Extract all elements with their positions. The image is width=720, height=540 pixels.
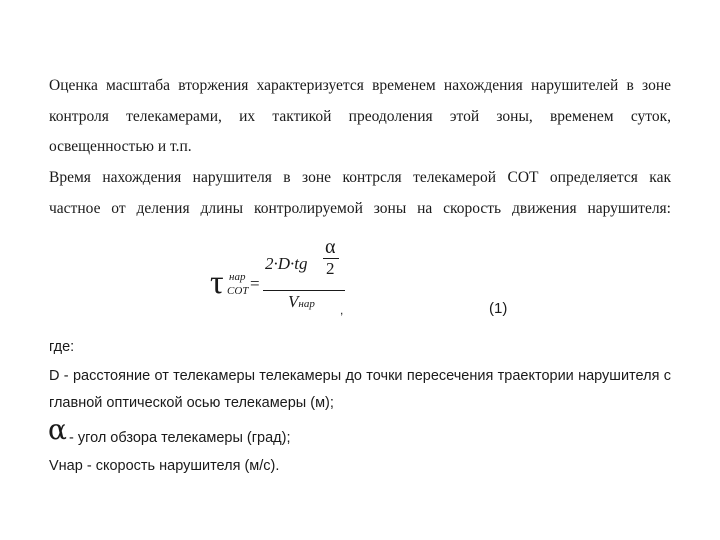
formula-main-fraction-bar: [263, 290, 345, 291]
paragraph-intro-line2: контроля телекамерами, их тактикой преодоления этой зоны, временем суток,: [49, 107, 671, 125]
formula-denominator-subscript: нар: [298, 298, 315, 310]
where-label: где:: [49, 339, 75, 355]
paragraph-intro-line3: освещенностью и т.п.: [49, 138, 192, 155]
definition-d-line2: главной оптической осью телекамеры (м);: [49, 395, 334, 411]
formula-denominator-v: V: [288, 292, 299, 311]
definition-alpha: - угол обзора телекамеры (град);: [69, 430, 291, 446]
formula-numerator: 2·D·tg: [265, 254, 308, 273]
equation-number: (1): [489, 300, 508, 317]
formula-two: 2: [326, 259, 335, 278]
definition-d-line1: D - расстояние от телекамеры телекамеры до точки пересечения траектории нарушителя с: [49, 368, 671, 384]
formula-alpha: α: [325, 236, 336, 258]
formula-denominator: [288, 292, 315, 312]
formula-equals: =: [250, 274, 260, 293]
definition-v: Vнар - скорость нарушителя (м/с).: [49, 458, 280, 474]
paragraph-time: [49, 163, 671, 224]
paragraph-intro: [49, 71, 671, 163]
formula-block: [210, 236, 360, 322]
paragraph-intro-line1: Оценка масштаба вторжения характеризуется временем нахождения нарушителей в зоне: [49, 77, 671, 94]
formula-tau-superscript: нар: [229, 271, 246, 283]
paragraph-time-line1: Время нахождения нарушителя в зоне контрсля телекамерой СОТ определяется как: [49, 169, 671, 186]
paragraph-time-line2: частное от деления длины контролируемой зоны на скорость движения нарушителя:: [49, 199, 671, 217]
formula-tau-subscript: СОТ: [227, 285, 249, 297]
formula-tau: τ: [210, 264, 224, 301]
alpha-symbol: α: [48, 413, 67, 446]
formula-comma: ,: [340, 303, 344, 317]
